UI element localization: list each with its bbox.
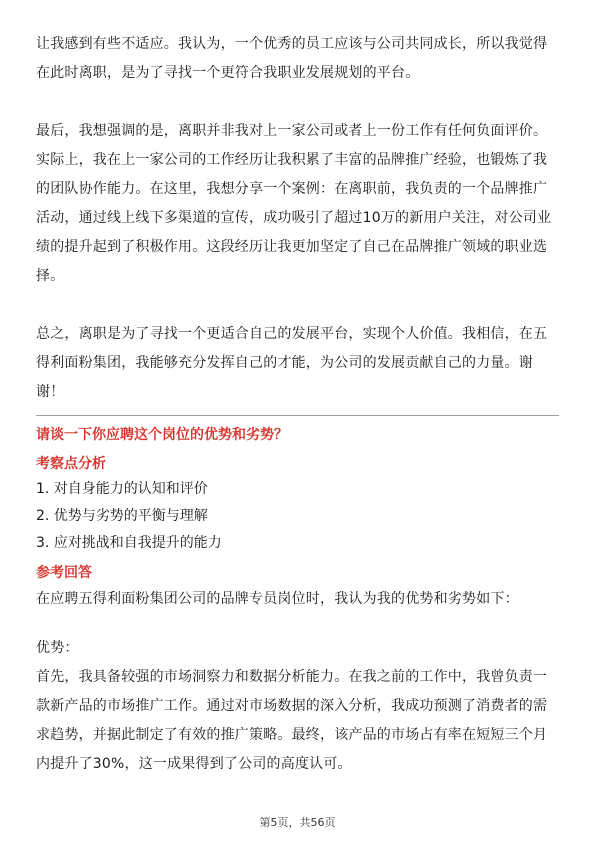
- text-line: 款新产品的市场推广工作。通过对市场数据的深入分析，我成功预测了消费者的需: [36, 698, 548, 714]
- text-line: 择。: [36, 268, 65, 284]
- text-line: 求趋势，并据此制定了有效的推广策略。最终，该产品的市场占有率在短短三个月: [36, 727, 548, 743]
- answer-heading: 参考回答: [36, 565, 92, 581]
- paragraph-spacer: [36, 291, 559, 320]
- text-line: 在此时离职，是为了寻找一个更符合我职业发展规划的平台。: [36, 65, 420, 81]
- analysis-list: [36, 476, 559, 557]
- list-item: 3. 应对挑战和自我提升的能力: [36, 535, 222, 551]
- paragraph-intro-end: [36, 30, 559, 88]
- paragraph-finally: [36, 117, 559, 291]
- interview-question: 请谈一下你应聘这个岗位的优势和劣势？: [36, 427, 288, 443]
- text-line: 首先，我具备较强的市场洞察力和数据分析能力。在我之前的工作中，我曾负责一: [36, 669, 548, 685]
- text-line: 得利面粉集团，我能够充分发挥自己的才能，为公司的发展贡献自己的力量。谢: [36, 355, 533, 371]
- text-line: 绩的提升起到了积极作用。这段经历让我更加坚定了自己在品牌推广领域的职业选: [36, 239, 548, 255]
- text-line: 总之，离职是为了寻找一个更适合自己的发展平台，实现个人价值。我相信，在五: [36, 326, 548, 342]
- paragraph-summary: [36, 320, 559, 407]
- document-page: [36, 30, 559, 779]
- text-line: 让我感到有些不适应。我认为，一个优秀的员工应该与公司共同成长，所以我觉得: [36, 36, 548, 52]
- strengths-label: 优势：: [36, 640, 79, 656]
- paragraph-spacer: [36, 88, 559, 117]
- text-line: 内提升了30%，这一成果得到了公司的高度认可。: [36, 756, 352, 772]
- text-line: 谢！: [36, 384, 65, 400]
- list-item: 2. 优势与劣势的平衡与理解: [36, 508, 208, 524]
- section-divider: [36, 415, 559, 416]
- list-item: 1. 对自身能力的认知和评价: [36, 481, 208, 497]
- text-line: 最后，我想强调的是，离职并非我对上一家公司或者上一份工作有任何负面评价。: [36, 123, 548, 139]
- paragraph-spacer: [36, 614, 559, 634]
- paragraph-first-strength: [36, 663, 559, 779]
- analysis-heading: 考察点分析: [36, 456, 106, 472]
- text-line: 活动，通过线上线下多渠道的宣传，成功吸引了超过10万的新用户关注，对公司业: [36, 210, 552, 226]
- text-line: 的团队协作能力。在这里，我想分享一个案例：在离职前，我负责的一个品牌推广: [36, 181, 548, 197]
- page-number: 第5页，共56页: [259, 816, 336, 829]
- text-line: 实际上，我在上一家公司的工作经历让我积累了丰富的品牌推广经验，也锻炼了我: [36, 152, 548, 168]
- answer-intro: 在应聘五得利面粉集团公司的品牌专员岗位时，我认为我的优势和劣势如下：: [36, 591, 519, 607]
